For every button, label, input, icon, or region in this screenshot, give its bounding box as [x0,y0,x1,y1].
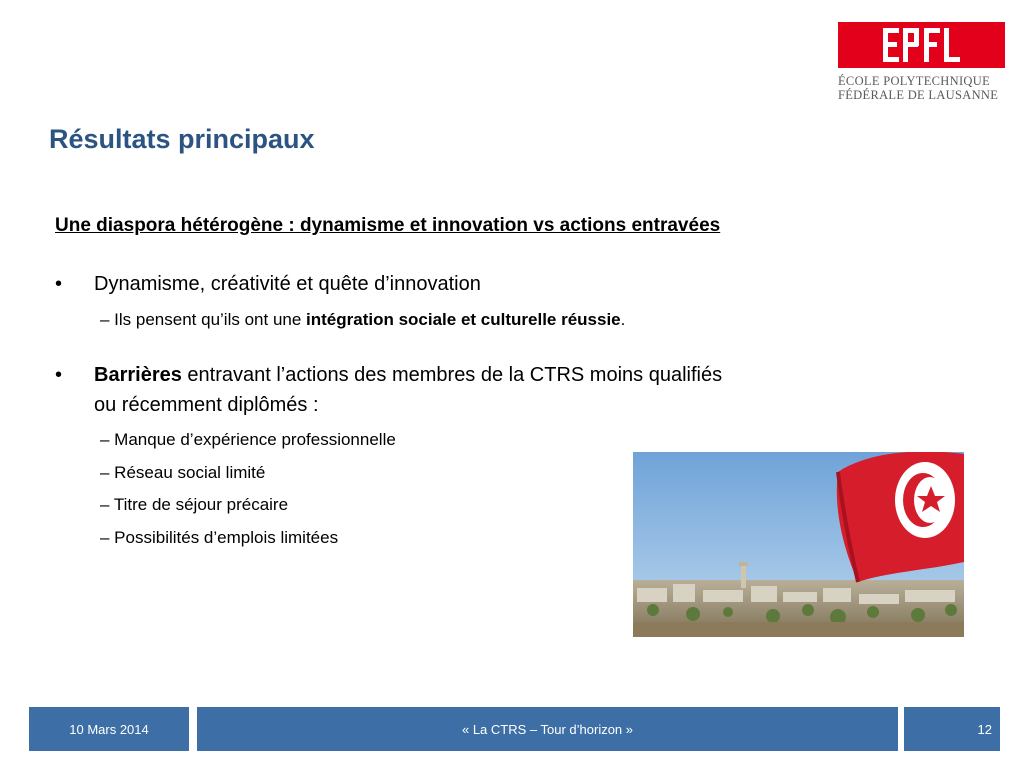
epfl-logo [838,22,1005,104]
sub-text-bold: intégration sociale et culturelle réussie [306,310,621,329]
bullet-1-sub-1 [100,310,625,330]
bullet-marker: • [55,273,63,295]
sub-text-pre: – Ils pensent qu’ils ont une [100,310,307,329]
logo-line-2: FÉDÉRALE DE LAUSANNE [838,88,999,102]
slide-title: Résultats principaux [49,124,315,154]
bullet-1-text: Dynamisme, créativité et quête d’innovation [94,273,481,295]
bullet-2-text [94,360,722,420]
footer-date: 10 Mars 2014 [29,707,189,751]
section-heading: Une diaspora hétérogène : dynamisme et innovation vs actions entravées [55,215,721,236]
page-number: 12 [977,721,992,737]
footer-page-number [904,707,1000,751]
bullet-2-line-2: ou récemment diplômés : [94,394,319,416]
bullet-2-sub-2: – Réseau social limité [100,463,266,482]
sub-text-post: . [620,310,626,329]
footer-title: « La CTRS – Tour d’horizon » [197,707,898,751]
bullet-2-sub-4: – Possibilités d’emplois limitées [100,528,339,547]
bullet-2-sub-1: – Manque d’expérience professionnelle [100,430,396,449]
epfl-logo-mark [838,22,1005,68]
bullet-2-line-1: entravant l’actions des membres de la CTRS moins qualifiés [181,364,723,386]
bullet-marker: • [55,364,63,386]
logo-line-1: ÉCOLE POLYTECHNIQUE [838,74,991,88]
tunisia-flag-photo [633,452,964,637]
epfl-logo-wordmark [838,74,1005,102]
bullet-2-sub-3: – Titre de séjour précaire [100,495,289,514]
bullet-2-bold: Barrières [94,364,182,386]
